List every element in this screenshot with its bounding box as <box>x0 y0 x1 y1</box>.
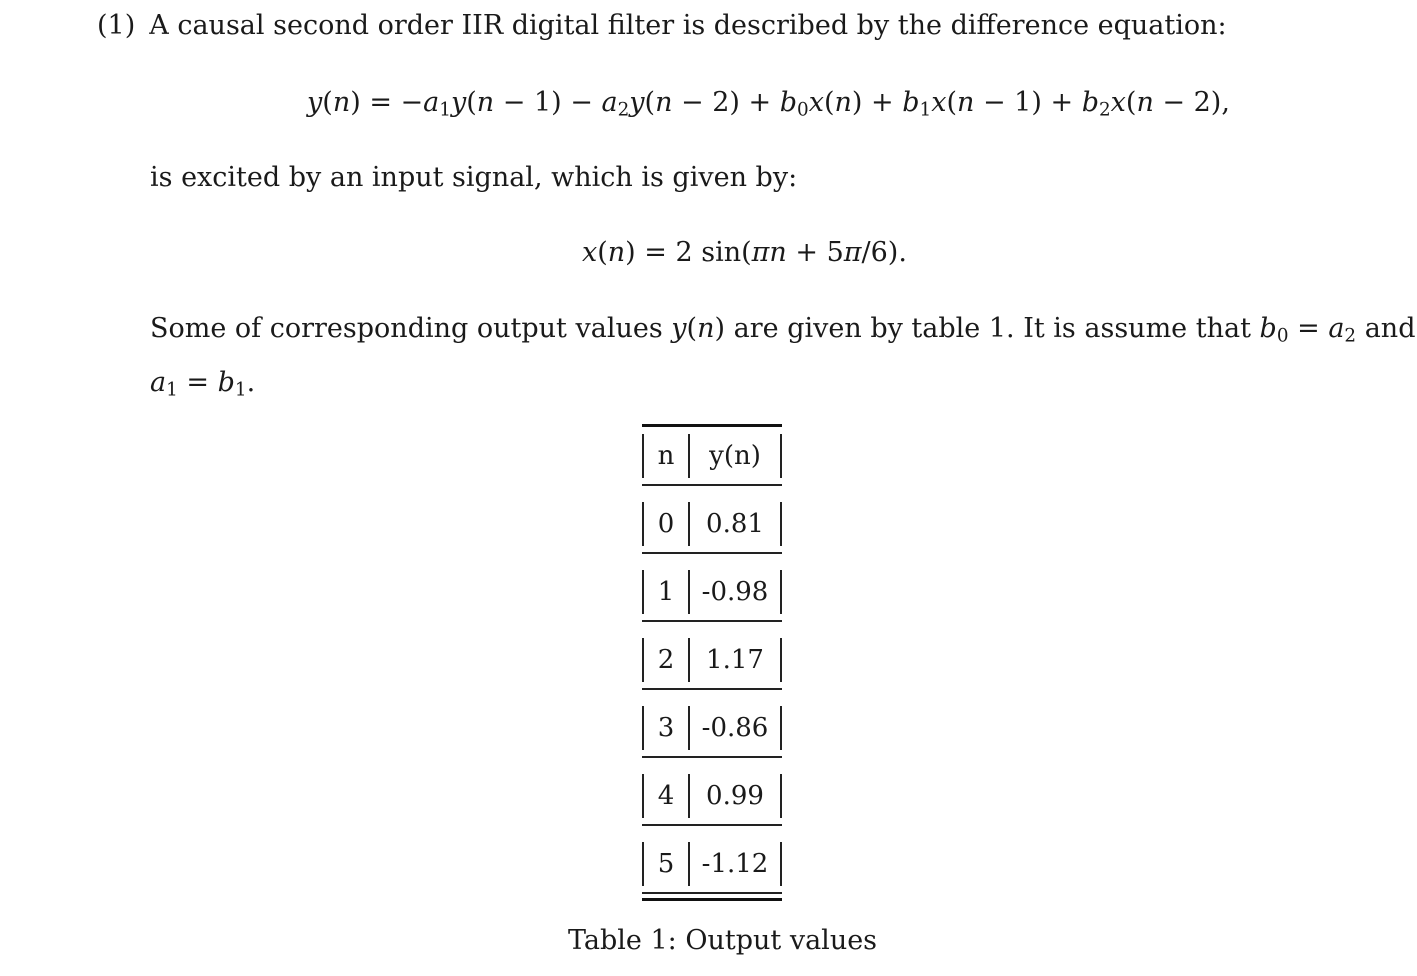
table-top-rule <box>642 424 782 427</box>
assumption-text-and: and <box>1364 313 1416 344</box>
table-row <box>642 768 782 826</box>
cell-y: -0.98 <box>690 570 782 614</box>
cell-y: -1.12 <box>690 842 782 886</box>
input-equation-punct: . <box>898 237 907 268</box>
cell-n: 1 <box>642 570 690 614</box>
problem-intro <box>97 9 1227 43</box>
cell-y: 1.17 <box>690 638 782 682</box>
difference-equation: $y(n) = -a_1y(n - 1) - a_2y(n - 2) + b_0x(n) + b_1x(n - 1) + b_2x(n - 2)$, <box>307 87 1230 121</box>
cell-n: 5 <box>642 842 690 886</box>
table-row <box>642 836 782 894</box>
table-bottom-rule <box>642 898 782 901</box>
header-y: y(n) <box>690 434 782 478</box>
table-row <box>642 564 782 622</box>
cell-n: 4 <box>642 774 690 818</box>
assumption-text-before: Some of corresponding output values <box>150 313 663 344</box>
assumption-line-2: $a_1 = b_1$. <box>150 367 256 401</box>
cell-y: 0.99 <box>690 774 782 818</box>
problem-intro-text: A causal second order IIR digital filter is described by the difference equation: <box>149 10 1227 41</box>
table-caption: Table 1: Output values <box>568 925 878 956</box>
table-row <box>642 496 782 554</box>
table-row <box>642 632 782 690</box>
input-equation: x(n) = 2 sin(πn + 5π/6). <box>582 237 907 268</box>
cell-n: 0 <box>642 502 690 546</box>
cell-n: 3 <box>642 706 690 750</box>
assumption-line-1: Some of corresponding output values y(n) are given by table 1. It is assume that $b_0 = a_2$ and <box>150 313 1416 347</box>
cell-y: -0.86 <box>690 706 782 750</box>
excited-text: is excited by an input signal, which is given by: <box>150 162 798 193</box>
cell-n: 2 <box>642 638 690 682</box>
difference-equation-punct: , <box>1221 87 1230 118</box>
table-header-row <box>642 428 782 486</box>
problem-number: (1) <box>97 10 136 41</box>
cell-y: 0.81 <box>690 502 782 546</box>
assumption-text-middle: are given by table 1. It is assume that <box>733 313 1251 344</box>
header-n: n <box>642 434 690 478</box>
table-row <box>642 700 782 758</box>
